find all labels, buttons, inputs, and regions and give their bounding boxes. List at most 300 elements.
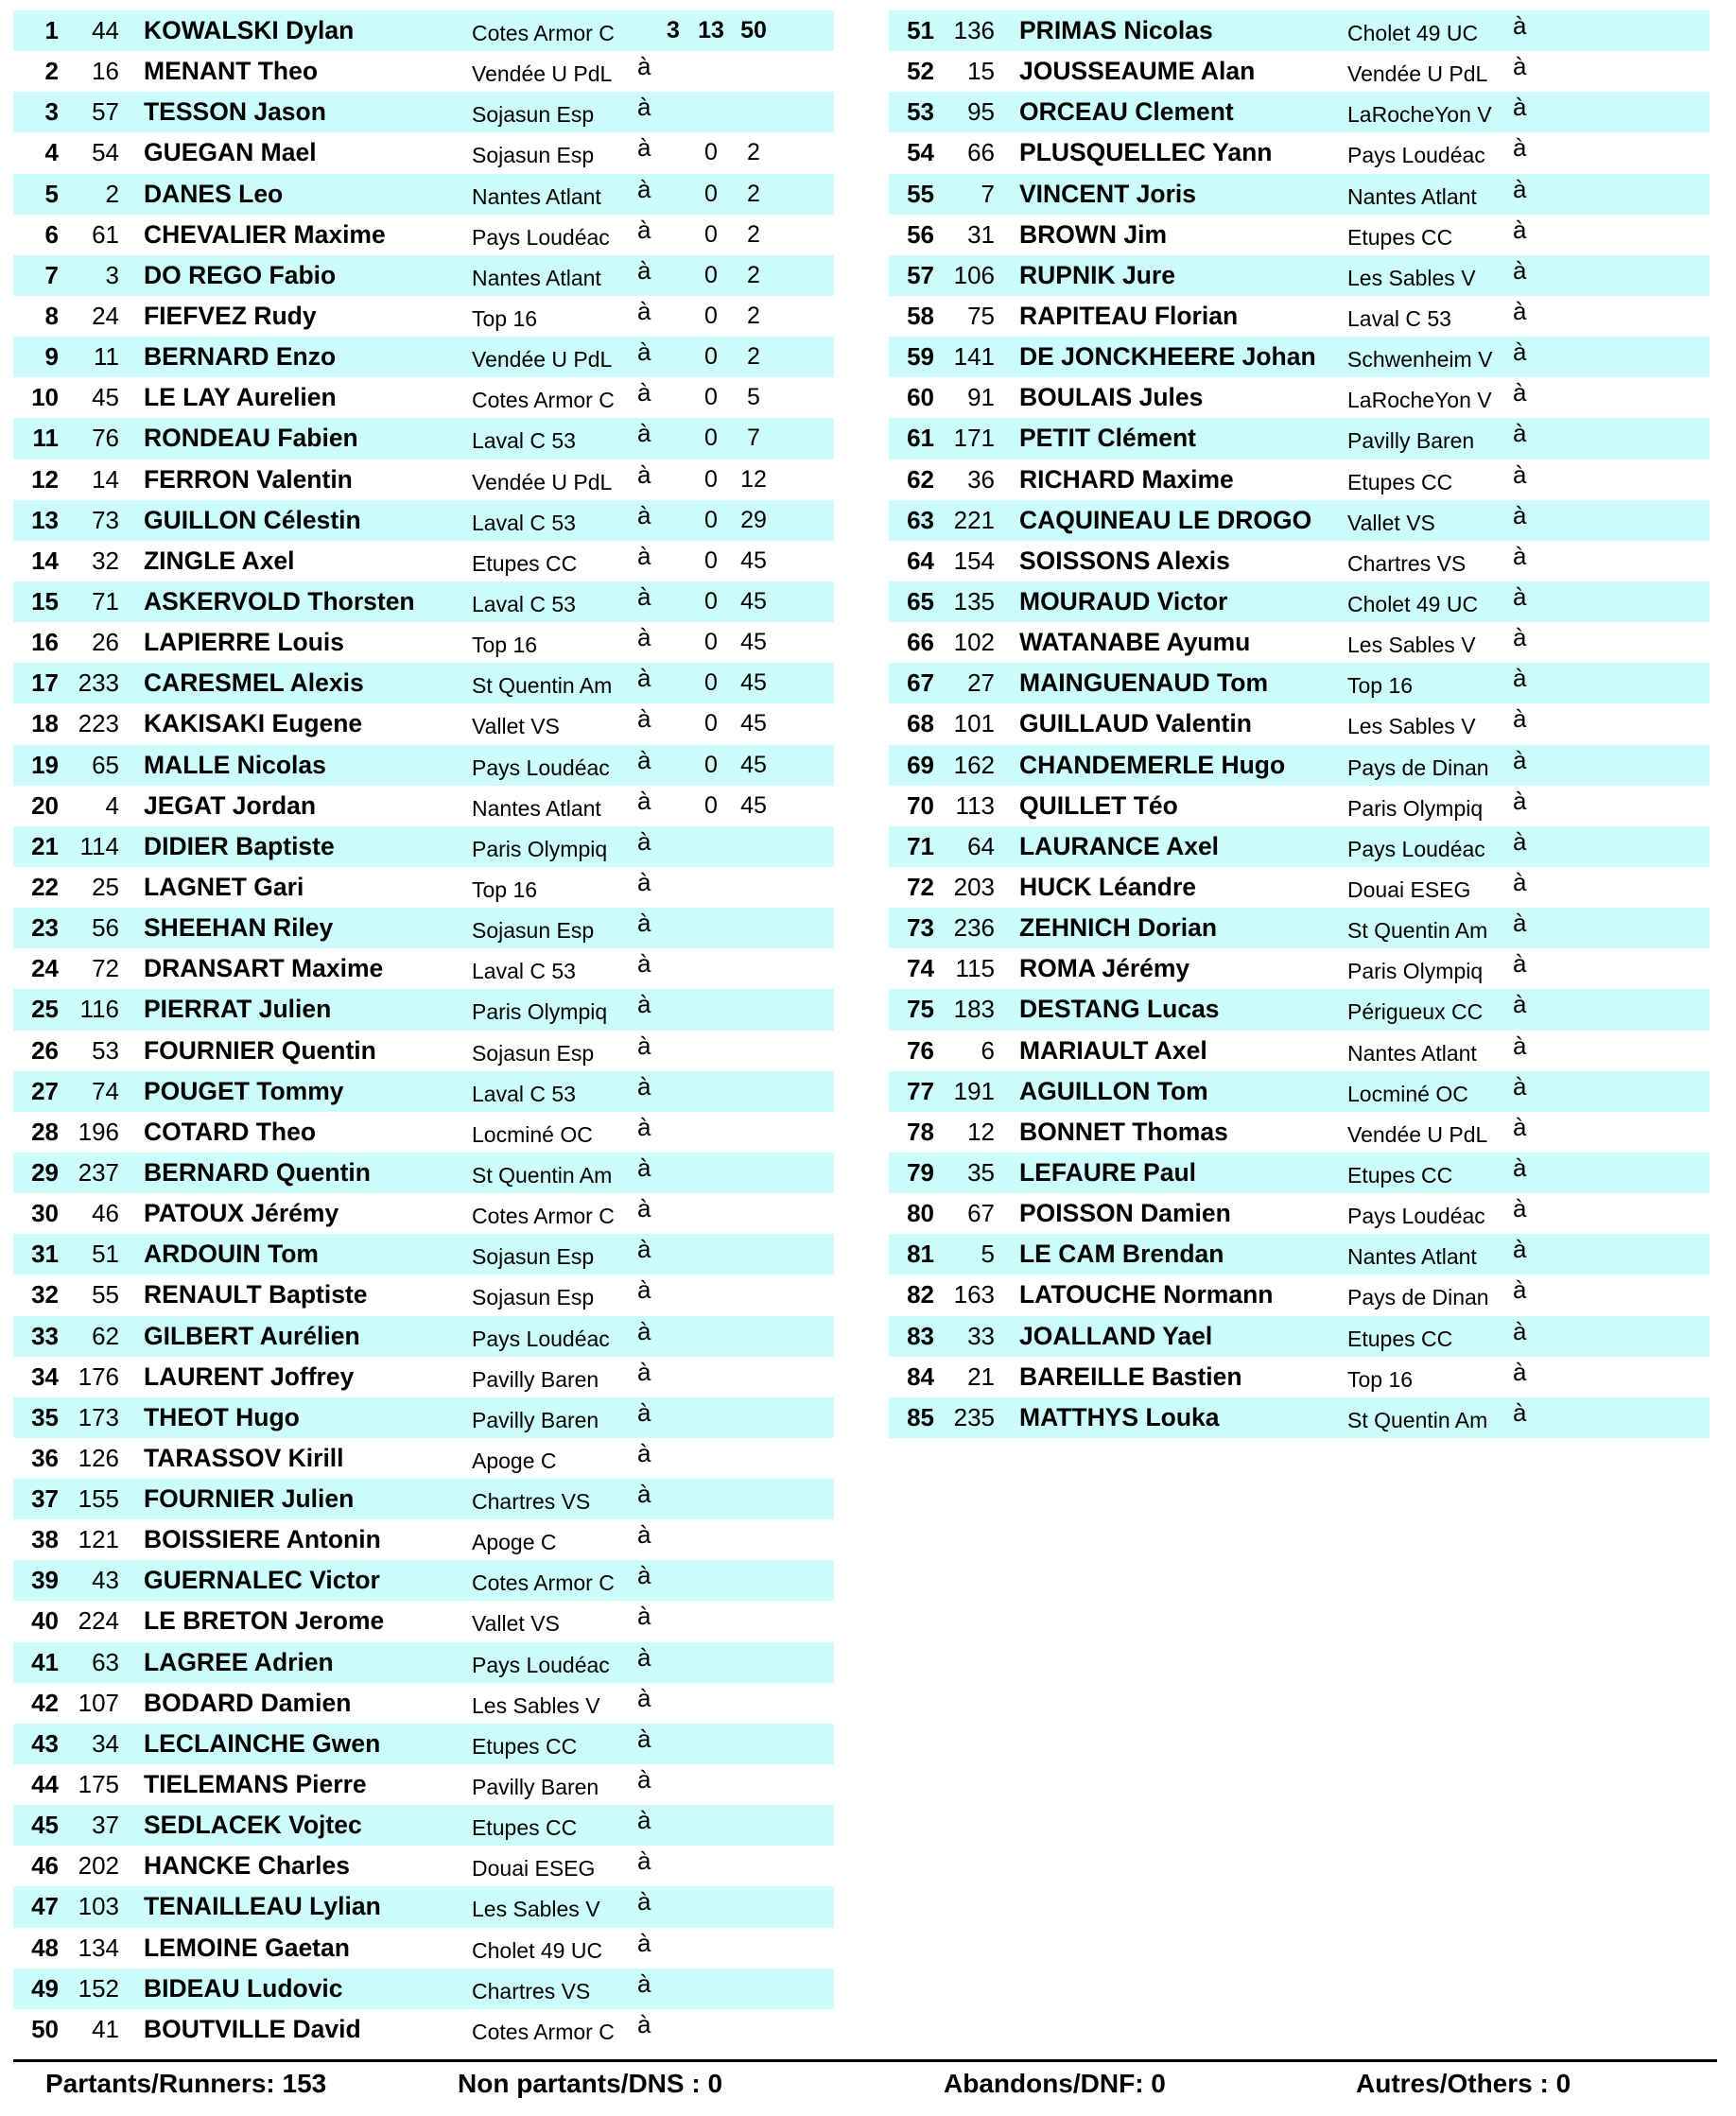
bib-number: 235: [953, 1402, 995, 1431]
bib-number: 53: [92, 1035, 119, 1065]
result-row: [889, 132, 1710, 173]
team-name: Vendée U PdL: [472, 61, 613, 87]
gap-marker: à: [637, 1765, 651, 1795]
team-name: Etupes CC: [1347, 1326, 1453, 1351]
team-name: Top 16: [472, 305, 538, 331]
bib-number: 4: [105, 790, 119, 820]
result-row: [13, 989, 834, 1030]
rider-name: COTARD Theo: [144, 1117, 317, 1146]
bib-number: 202: [78, 1851, 119, 1881]
rider-name: LE LAY Aurelien: [144, 383, 337, 412]
bib-number: 26: [92, 628, 119, 657]
rank-cell: 14: [31, 546, 59, 575]
gap-marker: à: [637, 623, 651, 652]
bib-number: 55: [92, 1280, 119, 1309]
result-row: [889, 1031, 1710, 1071]
gap-marker: à: [637, 1397, 651, 1427]
bib-number: 63: [92, 1647, 119, 1676]
rank-cell: 65: [907, 586, 934, 616]
rank-cell: 23: [31, 913, 59, 943]
gap-marker: à: [637, 867, 651, 896]
rank-cell: 45: [31, 1811, 59, 1840]
summary-footer: [0, 2065, 1736, 2103]
gap-marker: à: [1513, 133, 1527, 163]
gap-marker: à: [1513, 1071, 1527, 1101]
result-row: [889, 418, 1710, 459]
gap-marker: à: [1513, 1235, 1527, 1264]
result-row: [13, 1397, 834, 1438]
rank-cell: 34: [31, 1362, 59, 1391]
rank-cell: 32: [31, 1280, 59, 1309]
rider-name: BIDEAU Ludovic: [144, 1973, 343, 2003]
gap-marker: à: [637, 1847, 651, 1876]
gap-marker: à: [637, 1480, 651, 1509]
team-name: Pavilly Baren: [1347, 428, 1475, 454]
bib-number: 141: [953, 342, 995, 372]
rider-name: QUILLET Téo: [1019, 790, 1178, 820]
result-row: [13, 2009, 834, 2050]
result-row: [889, 377, 1710, 418]
rank-cell: 21: [31, 831, 59, 860]
team-name: Paris Olympiq: [1347, 795, 1484, 821]
rank-cell: 78: [907, 1117, 934, 1146]
gap-marker: à: [637, 378, 651, 408]
runners-count: Partants/Runners: 153: [45, 2069, 327, 2098]
result-row: [13, 786, 834, 826]
rider-name: DANES Leo: [144, 179, 284, 208]
rank-cell: 4: [44, 138, 59, 167]
results-column-right: [889, 10, 1710, 1438]
gap-marker: à: [1513, 93, 1527, 122]
footer-divider: [13, 2059, 1717, 2062]
rank-cell: 1: [44, 16, 59, 44]
rank-cell: 12: [31, 464, 59, 494]
result-row: [889, 622, 1710, 663]
bib-number: 191: [953, 1076, 995, 1105]
bib-number: 34: [92, 1728, 119, 1758]
time-seconds: 45: [740, 751, 767, 778]
team-name: St Quentin Am: [1347, 1407, 1488, 1432]
rank-cell: 81: [907, 1240, 934, 1269]
rank-cell: 53: [907, 97, 934, 127]
time-hours: 3: [667, 17, 680, 43]
rider-name: BONNET Thomas: [1019, 1117, 1228, 1146]
bib-number: 51: [92, 1240, 119, 1269]
bib-number: 135: [953, 586, 995, 616]
bib-number: 62: [92, 1321, 119, 1350]
time-seconds: 2: [747, 139, 760, 166]
rider-name: MALLE Nicolas: [144, 750, 326, 779]
result-row: [13, 1438, 834, 1479]
bib-number: 173: [78, 1402, 119, 1431]
team-name: St Quentin Am: [472, 1162, 613, 1188]
result-row: [13, 826, 834, 867]
gap-marker: à: [637, 460, 651, 489]
team-name: Vallet VS: [472, 714, 560, 739]
result-row: [13, 10, 834, 51]
gap-marker: à: [637, 1235, 651, 1264]
team-name: Apoge C: [472, 1530, 557, 1555]
gap-marker: à: [1513, 1397, 1527, 1427]
result-row: [13, 1234, 834, 1275]
gap-marker: à: [637, 338, 651, 367]
team-name: Etupes CC: [1347, 224, 1453, 250]
time-seconds: 45: [740, 587, 767, 615]
gap-marker: à: [637, 52, 651, 81]
bib-number: 221: [953, 505, 995, 534]
rider-name: BAREILLE Bastien: [1019, 1362, 1242, 1391]
team-name: Douai ESEG: [1347, 876, 1471, 902]
bib-number: 27: [967, 668, 995, 698]
team-name: Chartres VS: [472, 1489, 591, 1515]
result-row: [13, 1479, 834, 1519]
rank-cell: 55: [907, 179, 934, 208]
time-minutes: 0: [704, 465, 718, 493]
gap-marker: à: [1513, 1112, 1527, 1141]
result-row: [13, 1724, 834, 1764]
team-name: Locminé OC: [472, 1121, 593, 1147]
rank-cell: 46: [31, 1851, 59, 1881]
time-minutes: 0: [704, 629, 718, 656]
rank-cell: 62: [907, 464, 934, 494]
bib-number: 155: [78, 1484, 119, 1514]
rider-name: JEGAT Jordan: [144, 790, 317, 820]
rank-cell: 56: [907, 219, 934, 249]
rider-name: KOWALSKI Dylan: [144, 16, 355, 44]
bib-number: 107: [78, 1688, 119, 1717]
time-minutes: 0: [704, 302, 718, 329]
gap-marker: à: [637, 1887, 651, 1917]
gap-marker: à: [637, 1316, 651, 1345]
rank-cell: 43: [31, 1728, 59, 1758]
team-name: Pays Loudéac: [1347, 836, 1485, 861]
gap-marker: à: [637, 1928, 651, 1957]
rank-cell: 54: [907, 138, 934, 167]
gap-marker: à: [637, 1438, 651, 1467]
team-name: Les Sables V: [1347, 265, 1476, 290]
result-row: [889, 255, 1710, 296]
bib-number: 196: [78, 1117, 119, 1146]
gap-marker: à: [637, 1806, 651, 1835]
rider-name: JOALLAND Yael: [1019, 1321, 1213, 1350]
result-row: [889, 500, 1710, 541]
gap-marker: à: [637, 581, 651, 611]
gap-marker: à: [1513, 338, 1527, 367]
team-name: Sojasun Esp: [472, 102, 595, 128]
result-row: [13, 215, 834, 255]
rider-name: LECLAINCHE Gwen: [144, 1728, 381, 1758]
bib-number: 121: [78, 1525, 119, 1554]
bib-number: 65: [92, 750, 119, 779]
rank-cell: 13: [31, 505, 59, 534]
rider-name: LAURENT Joffrey: [144, 1362, 355, 1391]
rank-cell: 73: [907, 913, 934, 943]
rank-cell: 52: [907, 57, 934, 86]
team-name: Apoge C: [472, 1448, 557, 1473]
bib-number: 24: [92, 301, 119, 330]
result-row: [889, 1397, 1710, 1438]
result-row: [889, 745, 1710, 786]
bib-number: 91: [967, 383, 995, 412]
time-seconds: 2: [747, 220, 760, 248]
result-row: [889, 460, 1710, 500]
rank-cell: 35: [31, 1402, 59, 1431]
rider-name: BOUTVILLE David: [144, 2014, 361, 2043]
team-name: Cotes Armor C: [472, 1204, 615, 1229]
rank-cell: 64: [907, 546, 934, 575]
dnf-count: Abandons/DNF: 0: [944, 2069, 1166, 2098]
bib-number: 21: [967, 1362, 995, 1391]
rider-name: PIERRAT Julien: [144, 995, 332, 1024]
rider-name: SOISSONS Alexis: [1019, 546, 1230, 575]
rider-name: PLUSQUELLEC Yann: [1019, 138, 1273, 167]
result-row: [13, 622, 834, 663]
bib-number: 41: [92, 2014, 119, 2043]
result-row: [889, 786, 1710, 826]
gap-marker: à: [637, 1275, 651, 1305]
result-row: [13, 1071, 834, 1112]
bib-number: 72: [92, 954, 119, 983]
rank-cell: 20: [31, 790, 59, 820]
rank-cell: 5: [44, 179, 59, 208]
rider-name: TIELEMANS Pierre: [144, 1770, 367, 1799]
result-row: [13, 1601, 834, 1641]
rank-cell: 48: [31, 1933, 59, 1962]
gap-marker: à: [637, 296, 651, 325]
result-row: [889, 174, 1710, 215]
result-row: [13, 581, 834, 622]
team-name: Vallet VS: [1347, 510, 1435, 535]
rank-cell: 2: [44, 57, 59, 86]
rider-name: LATOUCHE Normann: [1019, 1280, 1274, 1309]
result-row: [13, 1683, 834, 1724]
bib-number: 31: [967, 219, 995, 249]
time-minutes: 0: [704, 139, 718, 166]
rider-name: HANCKE Charles: [144, 1851, 350, 1881]
result-row: [13, 132, 834, 173]
gap-marker: à: [637, 215, 651, 244]
team-name: Pays Loudéac: [472, 754, 610, 780]
time-minutes: 13: [698, 17, 724, 43]
bib-number: 3: [105, 260, 119, 289]
time-seconds: 2: [747, 261, 760, 288]
bib-number: 56: [92, 913, 119, 943]
result-row: [13, 663, 834, 703]
team-name: Pays Loudéac: [472, 1652, 610, 1677]
result-row: [13, 1846, 834, 1886]
gap-marker: à: [1513, 11, 1527, 40]
rank-cell: 38: [31, 1525, 59, 1554]
rank-cell: 66: [907, 628, 934, 657]
gap-marker: à: [1513, 1194, 1527, 1223]
rider-name: RENAULT Baptiste: [144, 1280, 368, 1309]
bib-number: 237: [78, 1157, 119, 1187]
time-minutes: 0: [704, 384, 718, 411]
rider-name: THEOT Hugo: [144, 1402, 300, 1431]
team-name: Pays Loudéac: [472, 224, 610, 250]
result-row: [889, 541, 1710, 581]
rank-cell: 59: [907, 342, 934, 372]
team-name: Etupes CC: [472, 550, 578, 576]
gap-marker: à: [1513, 255, 1527, 285]
team-name: Laval C 53: [472, 428, 576, 454]
time-seconds: 2: [747, 343, 760, 371]
result-row: [13, 1642, 834, 1683]
gap-marker: à: [637, 826, 651, 856]
bib-number: 6: [981, 1035, 995, 1065]
rider-name: DE JONCKHEERE Johan: [1019, 342, 1316, 372]
result-row: [889, 337, 1710, 377]
team-name: Pays Loudéac: [1347, 1204, 1485, 1229]
rank-cell: 77: [907, 1076, 934, 1105]
rank-cell: 33: [31, 1321, 59, 1350]
rank-cell: 82: [907, 1280, 934, 1309]
team-name: Vendée U PdL: [1347, 1121, 1488, 1147]
rider-name: ZINGLE Axel: [144, 546, 295, 575]
rank-cell: 10: [31, 383, 59, 412]
rider-name: LAGREE Adrien: [144, 1647, 334, 1676]
gap-marker: à: [637, 174, 651, 203]
gap-marker: à: [1513, 664, 1527, 693]
team-name: Pays de Dinan: [1347, 1285, 1489, 1310]
rider-name: ZEHNICH Dorian: [1019, 913, 1218, 943]
result-row: [13, 1316, 834, 1357]
time-minutes: 0: [704, 261, 718, 288]
team-name: Laval C 53: [472, 591, 576, 616]
time-seconds: 2: [747, 180, 760, 207]
rank-cell: 18: [31, 709, 59, 738]
rank-cell: 22: [31, 872, 59, 901]
time-seconds: 2: [747, 302, 760, 329]
gap-marker: à: [637, 1683, 651, 1712]
result-row: [889, 663, 1710, 703]
rank-cell: 6: [44, 219, 59, 249]
time-minutes: 0: [704, 220, 718, 248]
team-name: Pays Loudéac: [472, 1326, 610, 1351]
team-name: Périgueux CC: [1347, 999, 1484, 1025]
bib-number: 126: [78, 1443, 119, 1472]
rank-cell: 36: [31, 1443, 59, 1472]
time-minutes: 0: [704, 791, 718, 819]
bib-number: 73: [92, 505, 119, 534]
rider-name: VINCENT Joris: [1019, 179, 1197, 208]
result-row: [13, 908, 834, 948]
team-name: Cotes Armor C: [472, 1570, 615, 1596]
bib-number: 171: [953, 424, 995, 453]
time-seconds: 45: [740, 669, 767, 697]
result-row: [13, 1805, 834, 1846]
result-row: [889, 1316, 1710, 1357]
gap-marker: à: [1513, 826, 1527, 856]
rank-cell: 39: [31, 1566, 59, 1595]
result-row: [13, 1886, 834, 1927]
gap-marker: à: [1513, 215, 1527, 244]
gap-marker: à: [637, 1724, 651, 1753]
bib-number: 2: [105, 179, 119, 208]
team-name: Chartres VS: [1347, 550, 1467, 576]
team-name: Pavilly Baren: [472, 1366, 599, 1392]
team-name: Etupes CC: [472, 1733, 578, 1759]
result-row: [13, 948, 834, 989]
gap-marker: à: [637, 909, 651, 938]
rider-name: MARIAULT Axel: [1019, 1035, 1207, 1065]
rank-cell: 44: [31, 1770, 59, 1799]
team-name: Cholet 49 UC: [1347, 591, 1479, 616]
team-name: Sojasun Esp: [472, 1040, 595, 1066]
result-row: [889, 10, 1710, 51]
team-name: Pavilly Baren: [472, 1775, 599, 1800]
rider-name: AGUILLON Tom: [1019, 1076, 1208, 1105]
result-row: [13, 867, 834, 908]
gap-marker: à: [1513, 990, 1527, 1019]
rider-name: RUPNIK Jure: [1019, 260, 1175, 289]
rank-cell: 60: [907, 383, 934, 412]
rider-name: GUERNALEC Victor: [144, 1566, 380, 1595]
team-name: Cholet 49 UC: [1347, 21, 1479, 45]
rank-cell: 31: [31, 1240, 59, 1269]
rider-name: LEFAURE Paul: [1019, 1157, 1197, 1187]
rank-cell: 15: [31, 586, 59, 616]
rank-cell: 28: [31, 1117, 59, 1146]
gap-marker: à: [1513, 460, 1527, 489]
result-row: [889, 826, 1710, 867]
result-row: [889, 1153, 1710, 1193]
result-row: [13, 51, 834, 92]
team-name: St Quentin Am: [472, 673, 613, 699]
bib-number: 61: [92, 219, 119, 249]
team-name: St Quentin Am: [1347, 918, 1488, 944]
rank-cell: 8: [44, 301, 59, 330]
bib-number: 224: [78, 1606, 119, 1636]
gap-marker: à: [1513, 174, 1527, 203]
rider-name: POISSON Damien: [1019, 1199, 1231, 1228]
result-row: [889, 215, 1710, 255]
bib-number: 32: [92, 546, 119, 575]
rider-name: POUGET Tommy: [144, 1076, 344, 1105]
rider-name: SHEEHAN Riley: [144, 913, 334, 943]
result-row: [13, 174, 834, 215]
bib-number: 116: [79, 995, 119, 1024]
gap-marker: à: [637, 664, 651, 693]
bib-number: 12: [967, 1117, 995, 1146]
result-row: [13, 1928, 834, 1969]
bib-number: 43: [92, 1566, 119, 1595]
bib-number: 76: [92, 424, 119, 453]
rank-cell: 11: [32, 424, 59, 453]
team-name: Nantes Atlant: [1347, 1244, 1477, 1270]
bib-number: 223: [78, 709, 119, 738]
rank-cell: 26: [31, 1035, 59, 1065]
team-name: Top 16: [1347, 673, 1414, 699]
rider-name: WATANABE Ayumu: [1019, 628, 1251, 657]
rank-cell: 17: [31, 668, 59, 698]
gap-marker: à: [637, 745, 651, 774]
gap-marker: à: [637, 1071, 651, 1101]
time-minutes: 0: [704, 425, 718, 452]
bib-number: 46: [92, 1199, 119, 1228]
bib-number: 183: [953, 995, 995, 1024]
bib-number: 115: [955, 954, 995, 983]
result-row: [13, 1031, 834, 1071]
team-name: LaRocheYon V: [1347, 388, 1492, 413]
rider-name: LAPIERRE Louis: [144, 628, 345, 657]
time-seconds: 12: [740, 465, 767, 493]
team-name: Les Sables V: [1347, 633, 1476, 658]
rider-name: CHEVALIER Maxime: [144, 219, 386, 249]
time-minutes: 0: [704, 343, 718, 371]
result-row: [889, 948, 1710, 989]
time-minutes: 0: [704, 587, 718, 615]
